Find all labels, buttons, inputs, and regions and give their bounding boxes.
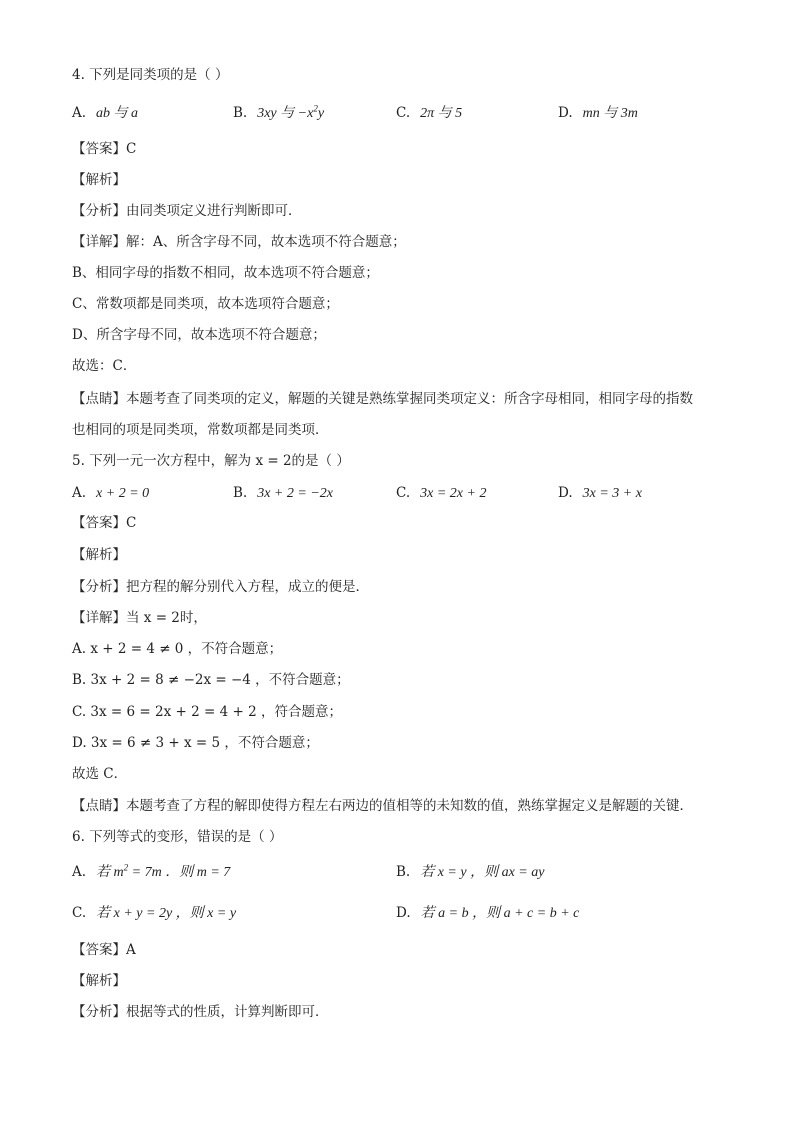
q5-detail-line: D. 3x = 6 ≠ 3 + x = 5 ，不符合题意； (72, 735, 319, 751)
q4-option-a[interactable] (72, 104, 138, 123)
option-expr: mn 与 3m (582, 106, 638, 121)
q6-answer: 【答案】A (72, 942, 136, 958)
q5-detail-line: A. x + 2 = 4 ≠ 0 ，不符合题意； (72, 641, 283, 657)
option-expr (96, 862, 231, 880)
option-label: D. (396, 905, 411, 921)
option-expr: 3x = 3 + x (582, 486, 642, 501)
option-label: B. (233, 105, 248, 121)
option-expr: ab 与 a (96, 106, 139, 121)
option-expr (257, 103, 325, 121)
q5-option-d[interactable] (558, 484, 642, 503)
q5-conclusion: 故选 C． (72, 766, 128, 782)
option-expr: 若 x + y = 2y ，则 x = y (96, 906, 237, 921)
q6-stem: 6. 下列等式的变形，错误的是（ ） (72, 829, 283, 845)
exponent: 2 (123, 862, 129, 873)
q4-fenxi: 【分析】由同类项定义进行判断即可． (72, 203, 302, 219)
q5-option-a[interactable] (72, 484, 149, 503)
q5-fenxi: 【分析】把方程的解分别代入方程，成立的便是． (72, 579, 369, 595)
q4-conclusion: 故选：C． (72, 358, 137, 374)
q5-stem: 5. 下列一元一次方程中，解为 x = 2的是（ ） (72, 453, 350, 469)
option-label: B. (233, 485, 248, 501)
expr-part: y (317, 106, 325, 121)
exponent: 2 (313, 103, 318, 114)
expr-part: 3xy 与 −x (257, 106, 314, 121)
q5-option-b[interactable] (233, 484, 333, 503)
q6-analysis-heading: 【解析】 (72, 973, 126, 989)
option-label: D. (558, 105, 573, 121)
option-label: A. (72, 864, 87, 880)
q4-analysis-heading: 【解析】 (72, 172, 126, 188)
q4-dianjing-line-2: 也相同的项是同类项，常数项都是同类项． (72, 422, 329, 438)
q6-fenxi: 【分析】根据等式的性质，计算判断即可． (72, 1004, 329, 1020)
q4-stem: 4. 下列是同类项的是（ ） (72, 67, 229, 83)
q4-option-b[interactable] (233, 104, 324, 123)
q4-option-c[interactable] (396, 104, 462, 123)
q5-answer: 【答案】C (72, 515, 137, 531)
option-expr: 若 x = y ，则 ax = ay (420, 865, 545, 880)
q5-detail-line: 【详解】当 x = 2时， (72, 610, 207, 626)
q5-dianjing: 【点睛】本题考查了方程的解即使得方程左右两边的值相等的未知数的值，熟练掌握定义是解题的关键． (72, 798, 693, 814)
q5-detail-line: C. 3x = 6 = 2x + 2 = 4 + 2 ，符合题意； (72, 704, 342, 720)
q6-option-b[interactable] (396, 863, 544, 882)
option-label: C. (396, 105, 411, 121)
option-expr: 3x = 2x + 2 (420, 486, 487, 501)
q5-analysis-heading: 【解析】 (72, 547, 126, 563)
option-label: C. (72, 905, 87, 921)
q4-option-d[interactable] (558, 104, 638, 123)
option-label: A. (72, 485, 87, 501)
q4-detail-line: C、常数项都是同类项，故本选项符合题意； (72, 296, 339, 312)
q4-detail-line: D、所含字母不同，故本选项不符合题意； (72, 327, 326, 343)
q6-option-c[interactable] (72, 904, 236, 923)
expr-part: = 7m ．则 m = 7 (128, 865, 231, 880)
option-expr: 3x + 2 = −2x (257, 486, 333, 501)
q5-detail-line: B. 3x + 2 = 8 ≠ −2x = −4 ，不符合题意； (72, 672, 350, 688)
option-expr: x + 2 = 0 (96, 486, 150, 501)
option-label: D. (558, 485, 573, 501)
q6-option-d[interactable] (396, 904, 579, 923)
q4-detail-line: 【详解】解：A、所含字母不同，故本选项不符合题意； (72, 234, 406, 250)
option-expr: 2π 与 5 (420, 106, 463, 121)
q4-answer: 【答案】C (72, 141, 137, 157)
expr-part: 若 m (96, 865, 124, 880)
option-label: A. (72, 105, 87, 121)
option-expr: 若 a = b ，则 a + c = b + c (420, 906, 580, 921)
option-label: C. (396, 485, 411, 501)
q4-dianjing-line-1: 【点睛】本题考查了同类项的定义，解题的关键是熟练掌握同类项定义：所含字母相同，相同字母的指数 (72, 391, 693, 407)
option-label: B. (396, 864, 411, 880)
q4-detail-line: B、相同字母的指数不相同，故本选项不符合题意； (72, 265, 379, 281)
q5-option-c[interactable] (396, 484, 486, 503)
q6-option-a[interactable] (72, 863, 230, 882)
